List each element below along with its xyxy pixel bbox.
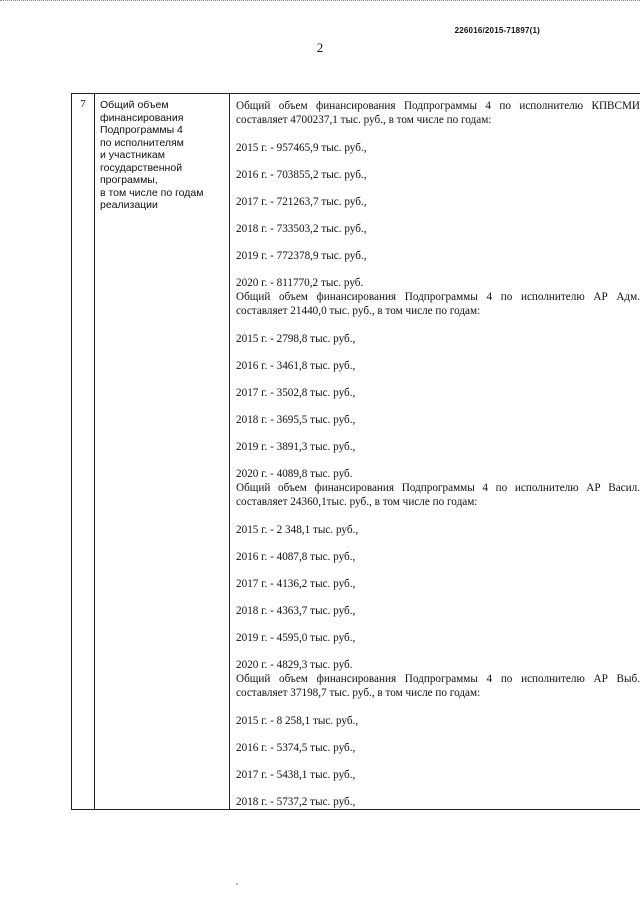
row-label-line: государственной xyxy=(100,161,183,174)
year-amount-item: 2019 г. - 4595,0 тыс. руб., xyxy=(236,632,356,644)
year-amount-item: 2018 г. - 733503,2 тыс. руб., xyxy=(236,223,367,235)
row-label-line: программы, xyxy=(100,174,158,186)
year-amount-item: 2017 г. - 3502,8 тыс. руб., xyxy=(236,387,356,399)
financing-block-ar-vyb xyxy=(236,672,640,809)
financing-table xyxy=(71,93,640,810)
year-amount-item: 2018 г. - 3695,5 тыс. руб., xyxy=(236,414,356,426)
year-amount-item: 2016 г. - 5374,5 тыс. руб., xyxy=(236,742,356,754)
row-label-line: реализации xyxy=(100,199,158,211)
financing-block-intro: Общий объем финансирования Подпрограммы 4 по исполнителю КПВСМИ составляет 4700237,1 тыс. руб., в том числе по годам: xyxy=(236,100,640,126)
year-amount-item: 2015 г. - 8 258,1 тыс. руб., xyxy=(236,715,359,727)
row-label-line: Общий объем xyxy=(100,99,169,111)
year-amount-item: 2016 г. - 3461,8 тыс. руб., xyxy=(236,360,356,372)
year-amount-item: 2020 г. - 4829,3 тыс. руб. xyxy=(236,659,353,671)
year-amount-item: 2017 г. - 721263,7 тыс. руб., xyxy=(236,196,367,208)
year-amount-item: 2017 г. - 4136,2 тыс. руб., xyxy=(236,578,356,590)
year-amount-item: 2016 г. - 703855,2 тыс. руб., xyxy=(236,169,367,181)
row-label-line: по исполнителям xyxy=(100,136,184,149)
page-number: 2 xyxy=(316,40,324,55)
financing-block-ar-adm xyxy=(236,290,640,481)
row-label-line: финансирования xyxy=(100,111,184,124)
row-label-line: и участникам xyxy=(100,149,165,161)
row-label-line: Подпрограммы 4 xyxy=(100,124,183,136)
financing-block-kpvsmi xyxy=(236,99,640,290)
year-amount-item: 2018 г. - 5737,2 тыс. руб., xyxy=(236,796,356,808)
scan-top-edge xyxy=(0,0,640,1)
year-amount-item: 2017 г. - 5438,1 тыс. руб., xyxy=(236,769,356,781)
year-amount-item: 2015 г. - 2798,8 тыс. руб., xyxy=(236,333,356,345)
scan-artifact xyxy=(236,883,238,885)
year-amount-item: 2015 г. - 957465,9 тыс. руб., xyxy=(236,142,367,154)
financing-block-intro: Общий объем финансирования Подпрограммы 4 по исполнителю АР Адм. составляет 21440,0 тыс. руб., в том числе по годам: xyxy=(236,291,640,317)
year-amount-item: 2020 г. - 4089,8 тыс. руб. xyxy=(236,468,353,480)
financing-block-ar-vasil xyxy=(236,481,640,672)
year-amount-item: 2020 г. - 811770,2 тыс. руб. xyxy=(236,277,364,289)
row-content xyxy=(230,94,640,810)
row-label xyxy=(95,94,230,810)
year-amount-item: 2019 г. - 772378,9 тыс. руб., xyxy=(236,250,367,262)
year-amount-item: 2015 г. - 2 348,1 тыс. руб., xyxy=(236,524,359,536)
year-amount-item: 2018 г. - 4363,7 тыс. руб., xyxy=(236,605,356,617)
year-amount-item: 2016 г. - 4087,8 тыс. руб., xyxy=(236,551,356,563)
document-id: 226016/2015-71897(1) xyxy=(454,26,540,35)
row-number: 7 xyxy=(72,94,95,810)
year-amount-item: 2019 г. - 3891,3 тыс. руб., xyxy=(236,441,356,453)
table-row xyxy=(72,94,640,810)
financing-block-intro: Общий объем финансирования Подпрограммы 4 по исполнителю АР Васил. составляет 24360,1тыс. руб., в том числе по годам: xyxy=(236,482,640,508)
financing-block-intro: Общий объем финансирования Подпрограммы 4 по исполнителю АР Выб. составляет 37198,7 тыс. руб., в том числе по годам: xyxy=(236,673,640,699)
row-label-line: в том числе по годам xyxy=(100,186,204,199)
